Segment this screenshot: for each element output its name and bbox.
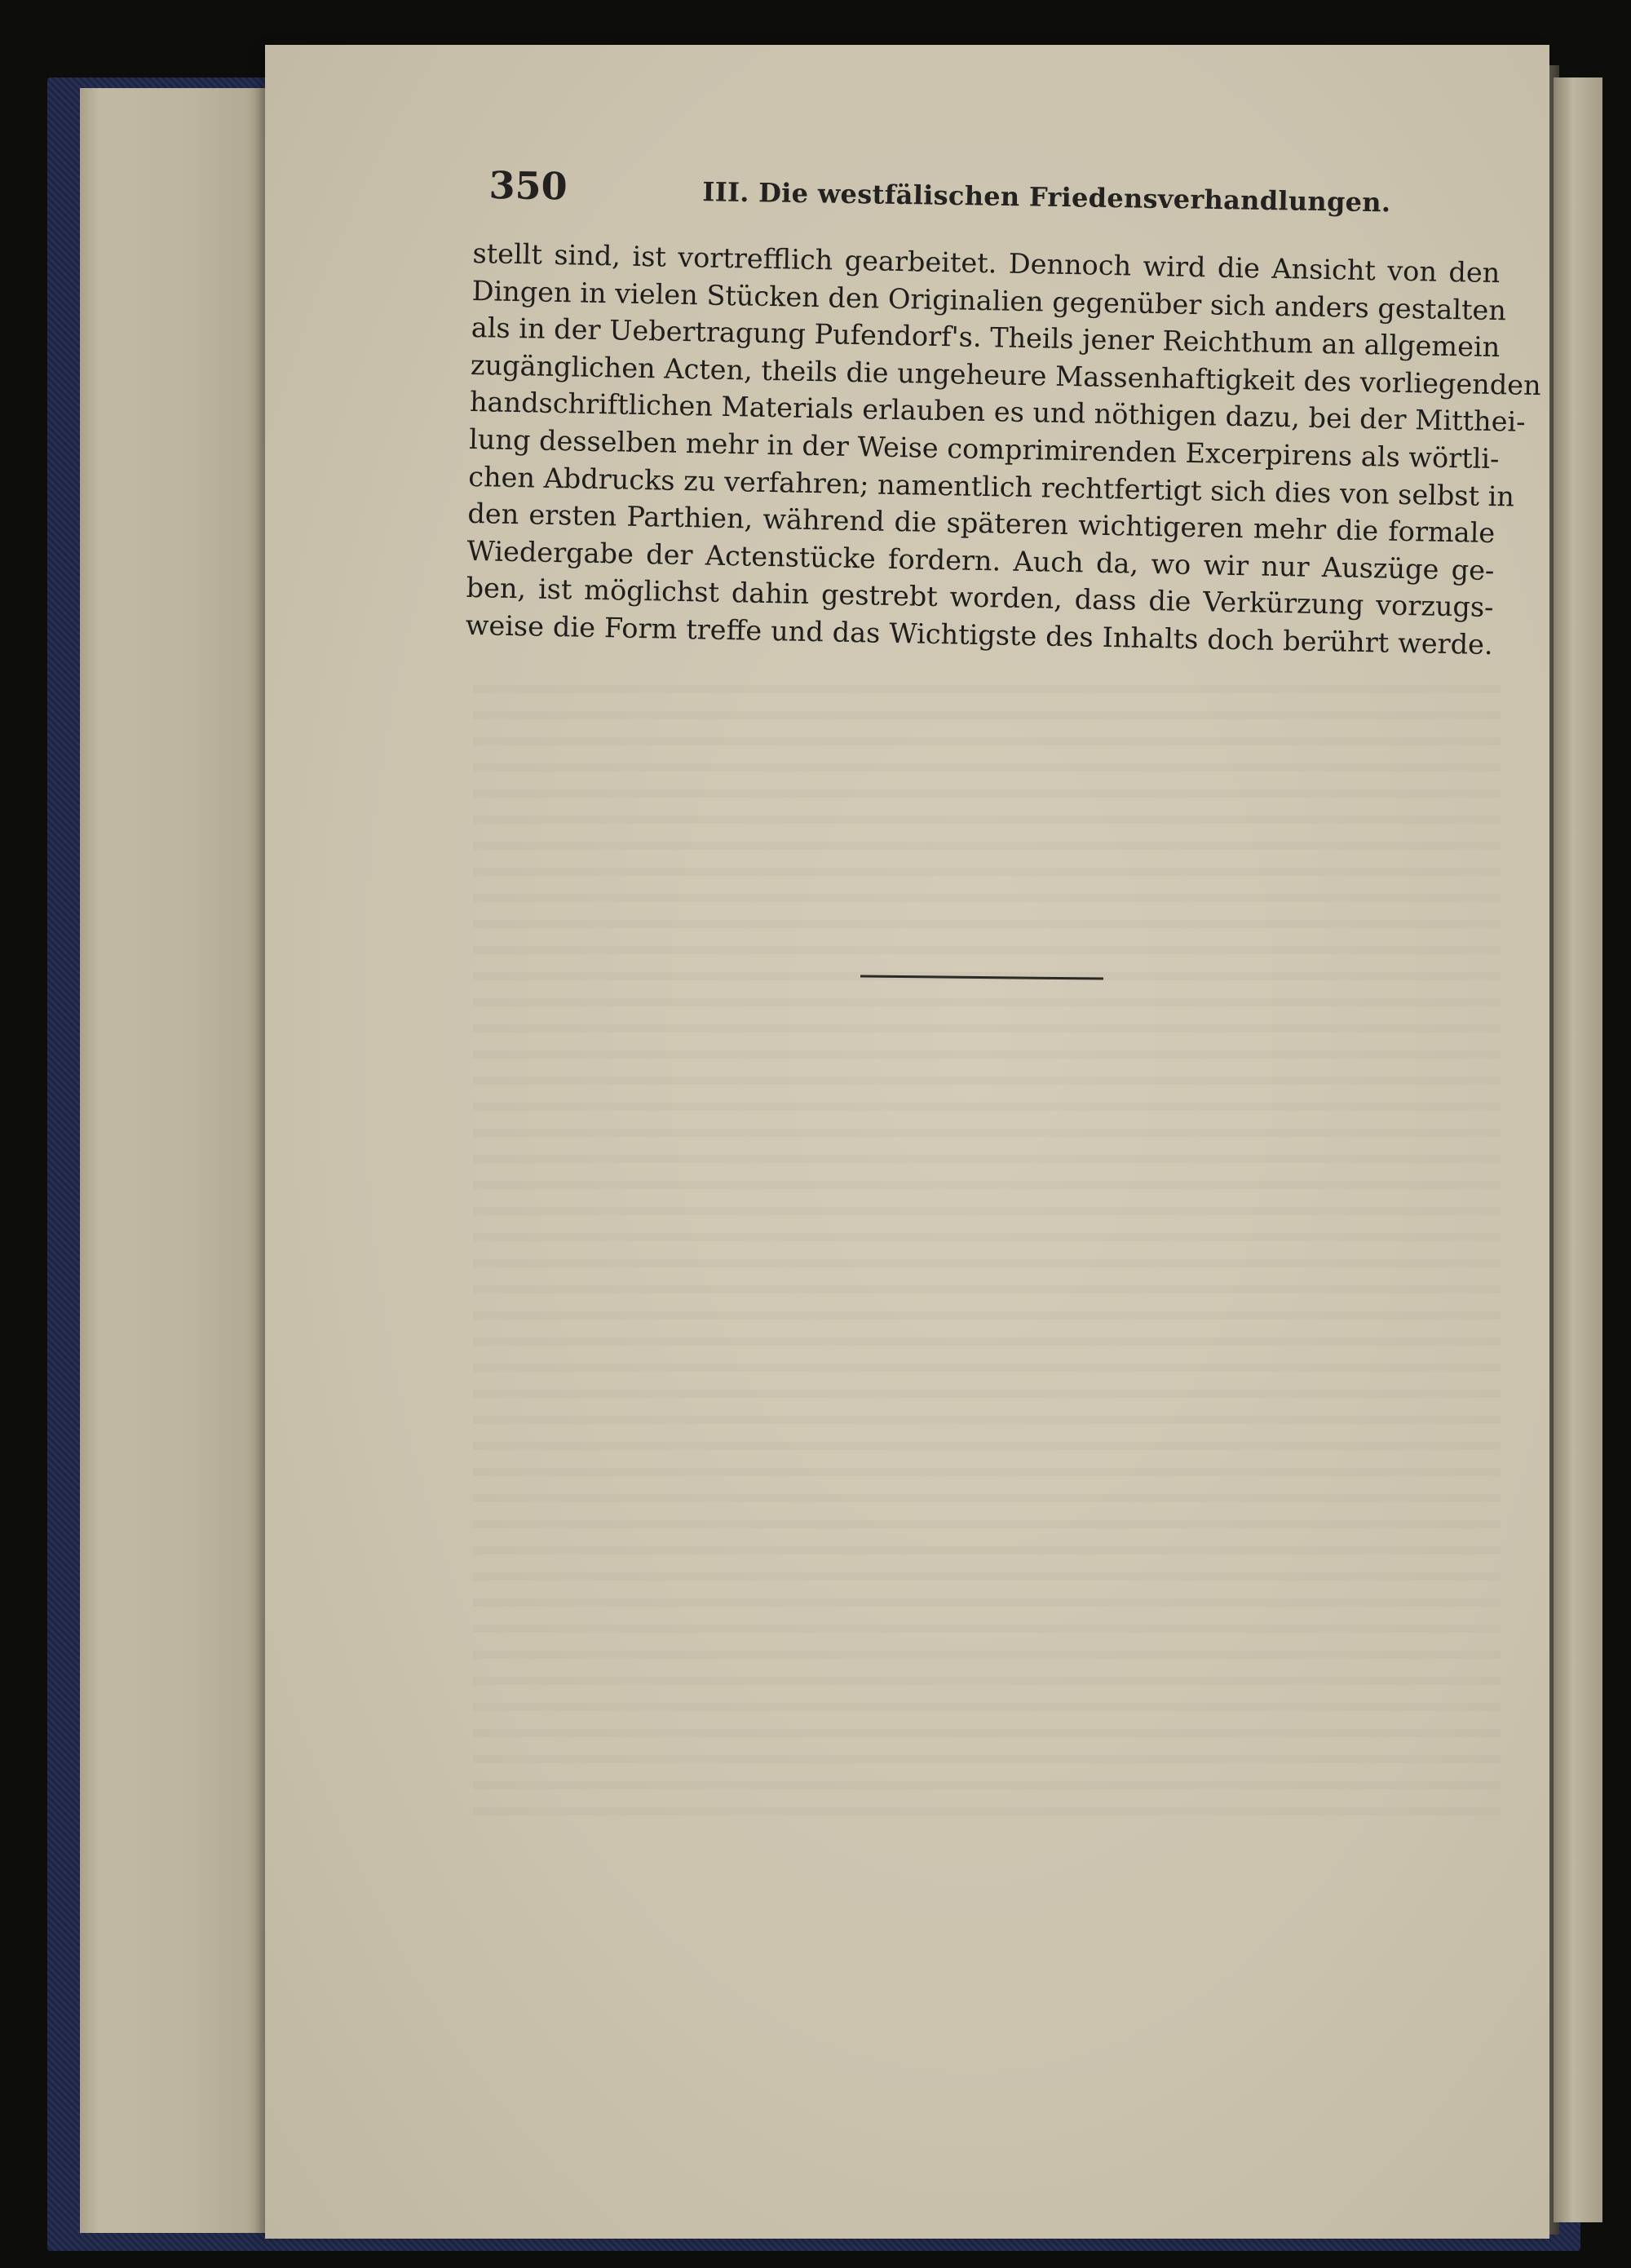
page-fore-edge: [80, 88, 276, 2233]
text-line: ben, ist möglichst dahin gestrebt worden, dass die Verkürzung vorzugs-: [466, 572, 1494, 624]
text-line: zugänglichen Acten, theils die ungeheure Massenhaftigkeit des vorliegenden: [470, 348, 1542, 401]
text-line: als in der Uebertragung Pufendorf's. Theils jener Reichthum an allgemein: [471, 312, 1501, 364]
text-line: Wiedergabe der Actenstücke fordern. Auch da, wo wir nur Auszüge ge-: [466, 534, 1495, 586]
show-through-texture: [473, 685, 1501, 1827]
text-line: weise die Form treffe und das Wichtigste des Inhalts doch berührt werde.: [465, 608, 1493, 661]
page-number: 350: [488, 163, 568, 209]
text-line: Dingen in vielen Stücken den Originalien gegenüber sich anders gestalten: [471, 274, 1507, 326]
text-line: chen Abdrucks zu verfahren; namentlich rechtfertigt sich dies von selbst in: [467, 460, 1515, 513]
running-head: III. Die westfälischen Friedensverhandlungen.: [702, 176, 1391, 219]
text-line: lung desselben mehr in der Weise comprimirenden Excerpirens als wörtli-: [468, 422, 1500, 475]
text-line: den ersten Parthien, während die späteren wichtigeren mehr die formale: [467, 497, 1496, 550]
text-line: stellt sind, ist vortrefflich gearbeitet. Dennoch wird die Ansicht von den: [472, 237, 1501, 290]
facing-page-edge: [1554, 77, 1602, 2222]
body-text: [465, 235, 1542, 664]
text-line: handschriftlichen Materials erlauben es und nöthigen dazu, bei der Mitthei-: [469, 386, 1526, 439]
